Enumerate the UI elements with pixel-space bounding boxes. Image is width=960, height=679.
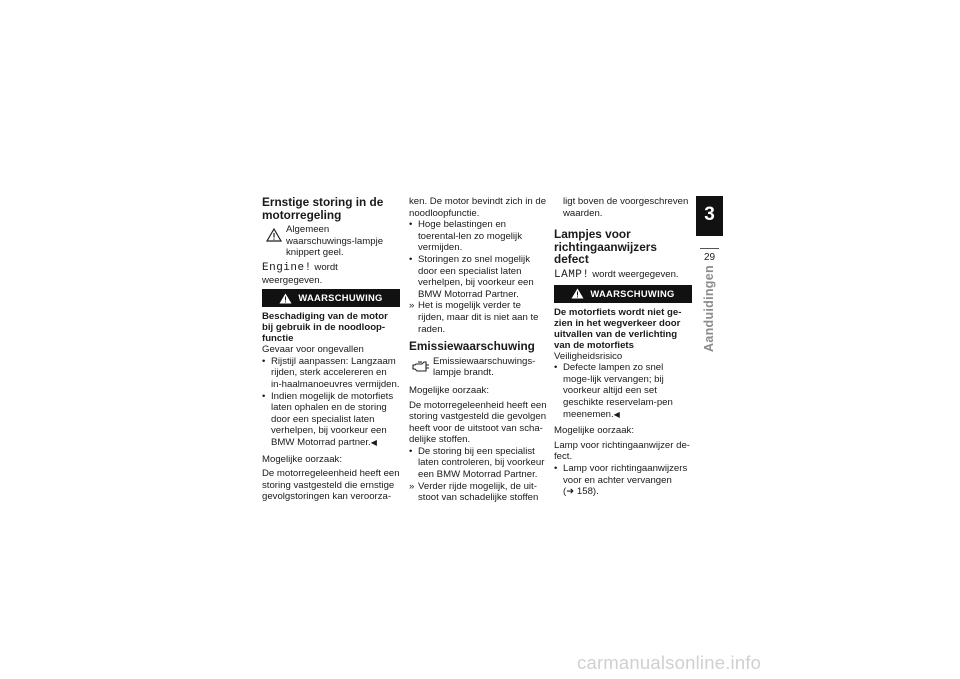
warning-label: WAARSCHUWING xyxy=(298,292,383,304)
warning-banner xyxy=(554,285,692,303)
emission-warning-text: Emissiewaarschuwings-lampje brandt. xyxy=(433,355,536,379)
display-message-line xyxy=(554,269,692,282)
warning-label: WAARSCHUWING xyxy=(590,287,675,299)
end-marker-icon: ◀ xyxy=(370,437,377,447)
chapter-tab: 3 xyxy=(696,196,723,236)
list-item: • Hoge belastingen en toerental-len zo mogelijk vermijden. xyxy=(409,219,522,254)
warning-triangle-icon xyxy=(571,288,584,299)
list-item: • Lamp voor richtingaanwijzers voor en achter vervangen (➜ 158). xyxy=(554,462,688,498)
watermark: carmanualsonline.info xyxy=(577,652,762,673)
cause-label: Mogelijke oorzaak: xyxy=(409,384,489,396)
heading-turn-signal-defect: Lampjes voor richtingaanwijzers defect xyxy=(554,227,657,267)
result-item: » Verder rijde mogelijk, de uit-stoot van schadelijke stoffen xyxy=(409,480,539,504)
section-label: Aanduidingen xyxy=(702,265,716,352)
end-marker-icon: ◀ xyxy=(613,409,620,419)
display-code: LAMP! xyxy=(554,268,590,281)
warning-title: Beschadiging van de motor bij gebruik in de noodloop-functie xyxy=(262,311,388,345)
cause-text: Lamp voor richtingaanwijzer de-fect. xyxy=(554,439,690,463)
list-item: • Storingen zo snel mogelijk door een specialist laten verhelpen, bij voorkeur een BMW Motorrad Partner. xyxy=(409,253,534,300)
list-item: • De storing bij een specialist laten controleren, bij voorkeur een BMW Motorrad Partner. xyxy=(409,445,545,481)
page-number: 29 xyxy=(703,252,716,263)
column-3 xyxy=(554,196,692,498)
engine-icon xyxy=(409,356,433,373)
column-1 xyxy=(262,196,400,503)
warning-subtitle: Gevaar voor ongevallen xyxy=(262,344,364,356)
list-item: • Defecte lampen zo snel moge-lijk vervangen; bij voorkeur altijd een set geschikte reservelam-pen meenemen.◀ xyxy=(554,362,673,420)
general-warning-row xyxy=(262,224,400,259)
heading-emission-warning: Emissiewaarschuwing xyxy=(409,339,535,354)
warning-triangle-icon xyxy=(279,293,292,304)
page-reference[interactable]: 158). xyxy=(576,486,599,498)
warning-title: De motorfiets wordt niet ge-zien in het wegverkeer door uitvallen van de verlichting van de motorfiets xyxy=(554,306,682,351)
list-item: • Indien mogelijk de motorfiets laten ophalen en de storing door een specialist laten verhelpen, bij voorkeur een BMW Motorrad partner.◀ xyxy=(262,390,394,448)
heading-engine-fault: Ernstige storing in de motorregeling xyxy=(262,195,384,222)
result-item: » Het is mogelijk verder te rijden, maar dit is niet aan te raden. xyxy=(409,300,539,335)
warning-subtitle: Veiligheidsrisico xyxy=(554,350,623,362)
warning-banner xyxy=(262,289,400,307)
column-2 xyxy=(409,196,547,504)
list-item: • Rijstijl aanpassen: Langzaam rijden, sterk accelereren en in-haalmanoeuvres vermijden. xyxy=(262,355,400,390)
continued-text: ken. De motor bevindt zich in de noodloopfunctie. xyxy=(409,196,547,219)
display-code: Engine! xyxy=(262,261,312,274)
display-suffix: wordt weergegeven. xyxy=(262,261,338,286)
tab-divider xyxy=(700,248,719,249)
emission-warning-row xyxy=(409,356,547,379)
display-suffix: wordt weergegeven. xyxy=(592,268,679,280)
cause-text: De motorregeleenheid heeft een storing vastgesteld die gevolgen heeft voor de uitstoot van scha-delijke stoffen. xyxy=(409,399,547,446)
cause-label: Mogelijke oorzaak: xyxy=(554,425,634,437)
continued-text: ligt boven de voorgeschreven waarden. xyxy=(563,196,689,219)
display-message-line xyxy=(262,262,400,286)
warning-triangle-icon xyxy=(262,224,286,242)
general-warning-text: Algemeen waarschuwings-lampje knippert geel. xyxy=(286,224,384,259)
page-ref-arrow-icon: ➜ xyxy=(566,486,575,498)
cause-text: De motorregeleenheid heeft een storing vastgesteld die ernstige gevolgstoringen kan veroorza- xyxy=(262,468,400,503)
cause-label: Mogelijke oorzaak: xyxy=(262,453,342,465)
